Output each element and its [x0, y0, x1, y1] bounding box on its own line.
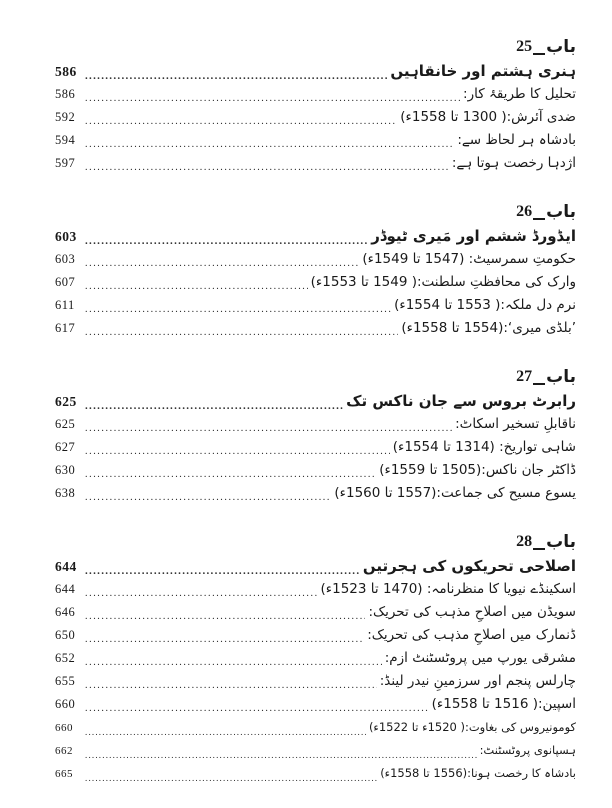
entry-title: کومونیروس کی بغاوت:( 1520ء تا 1522ء): [368, 720, 576, 734]
page-number: 594: [55, 133, 76, 147]
chapter-title-row: [55, 225, 576, 248]
toc-entry-row: [55, 624, 576, 647]
chapter-26-section: [55, 199, 576, 340]
toc-entry-row: [55, 601, 576, 624]
chapter-label: باب: [546, 37, 576, 57]
dot-leader: [85, 679, 377, 693]
chapter-number: 27: [516, 368, 533, 385]
dot-leader: [85, 138, 454, 152]
entry-title: حکومتِ سمرسیٹ: (1547 تا 1549ء): [362, 251, 576, 267]
page-number: 625: [55, 417, 76, 431]
chapter-heading: [55, 34, 576, 60]
entry-title: تحلیل کا طریقۂ کار:: [463, 86, 576, 102]
entry-title: شاہی تواریخ: (1314 تا 1554ء): [392, 439, 576, 455]
dot-leader: [85, 771, 377, 785]
toc-entry-row: [55, 129, 576, 152]
dot-leader: [85, 399, 343, 413]
chapter-title-row: [55, 60, 576, 83]
dot-leader: [85, 280, 308, 294]
toc-entry-row: [55, 459, 576, 482]
page-number: 665: [55, 767, 73, 780]
dot-leader: [85, 725, 366, 739]
page-number: 655: [55, 674, 76, 688]
entry-title: اژدہا رخصت ہوتا ہے:: [451, 155, 576, 171]
chapter-28-section: [55, 529, 576, 785]
toc-entry-row: [55, 578, 576, 601]
page-number: 597: [55, 156, 76, 170]
dot-leader: [85, 445, 390, 459]
dot-leader: [85, 422, 452, 436]
page-number: 586: [55, 63, 77, 79]
page-number: 644: [55, 582, 76, 596]
entry-title: ضدی آئرش:( 1300 تا 1558ء): [400, 109, 576, 125]
toc-entry-row: [55, 106, 576, 129]
dot-leader: [85, 326, 398, 340]
chapter-title: ہنری ہشتم اور خانقاہیں: [390, 62, 576, 80]
entry-title: مشرقی یورپ میں پروٹسٹنٹ ازم:: [384, 650, 576, 666]
dot-leader: [85, 610, 365, 624]
chapter-heading: [55, 199, 576, 225]
entry-title: بادشاہ ہر لحاظ سے:: [457, 132, 576, 148]
page-number: 625: [55, 393, 77, 409]
page-number: 650: [55, 628, 76, 642]
dot-leader: [85, 115, 397, 129]
chapter-title-row: [55, 555, 576, 578]
entry-title: ناقابلِ تسخیر اسکاٹ:: [455, 416, 576, 432]
toc-entry-row: [55, 436, 576, 459]
entry-title: بادشاہ کا رخصت ہونا:(1556 تا 1558ء): [380, 766, 576, 780]
toc-entry-row: [55, 647, 576, 670]
toc-entry-row: [55, 413, 576, 436]
chapter-heading: [55, 529, 576, 555]
toc-subentry-row: [55, 739, 576, 762]
chapter-title: رابرٹ بروس سے جان ناکس تک: [346, 392, 576, 410]
chapter-25-section: [55, 34, 576, 175]
toc-entry-row: [55, 482, 576, 505]
dot-leader: [85, 468, 376, 482]
page-number: 611: [55, 298, 75, 312]
chapter-label: باب: [546, 367, 576, 387]
dot-leader: [85, 161, 449, 175]
page-number: 638: [55, 486, 76, 500]
entry-title: وارک کی محافظتِ سلطنت:( 1549 تا 1553ء): [310, 274, 576, 290]
dot-leader: [85, 587, 318, 601]
entry-title: اسپین:( 1516 تا 1558ء): [431, 696, 576, 712]
chapter-underscore-connector: [533, 53, 545, 55]
chapter-label: باب: [546, 532, 576, 552]
page-number: 617: [55, 321, 76, 335]
toc-subentry-row: [55, 762, 576, 785]
dot-leader: [85, 257, 359, 271]
page-number: 660: [55, 697, 76, 711]
toc-entry-row: [55, 670, 576, 693]
entry-title: نرم دل ملکہ:( 1553 تا 1554ء): [394, 297, 576, 313]
toc-entry-row: [55, 317, 576, 340]
toc-entry-row: [55, 248, 576, 271]
page-number: 603: [55, 252, 76, 266]
chapter-title: ایڈورڈ ششم اور مَیری ٹیوڈر: [371, 227, 576, 245]
dot-leader: [85, 69, 387, 83]
chapter-label: باب: [546, 202, 576, 222]
entry-title: سویڈن میں اصلاحِ مذہب کی تحریک:: [368, 604, 576, 620]
page-number: 603: [55, 228, 77, 244]
toc-entry-row: [55, 693, 576, 716]
chapter-underscore-connector: [533, 383, 545, 385]
page-number: 627: [55, 440, 76, 454]
dot-leader: [85, 491, 331, 505]
chapter-heading: [55, 364, 576, 390]
page-number: 662: [55, 744, 73, 757]
page-number: 586: [55, 87, 76, 101]
entry-title: ڈاکٹر جان ناکس:(1505 تا 1559ء): [379, 462, 576, 478]
dot-leader: [85, 702, 429, 716]
dot-leader: [85, 92, 460, 106]
chapter-title: اصلاحی تحریکوں کی ہجرتیں: [362, 557, 576, 575]
chapter-underscore-connector: [533, 548, 545, 550]
entry-title: اسکینڈے نیویا کا منظرنامہ: (1470 تا 1523ء): [320, 581, 576, 597]
toc-entry-row: [55, 83, 576, 106]
page-number: 607: [55, 275, 76, 289]
dot-leader: [85, 303, 391, 317]
entry-title: ہسپانوی پروٹسٹنٹ:: [479, 743, 576, 757]
chapter-number: 26: [516, 203, 533, 220]
page-number: 652: [55, 651, 76, 665]
entry-title: ’بلڈی میری‘:(1554 تا 1558ء): [401, 320, 576, 336]
page-number: 644: [55, 558, 77, 574]
chapter-underscore-connector: [533, 218, 545, 220]
toc-entry-row: [55, 271, 576, 294]
dot-leader: [85, 234, 368, 248]
dot-leader: [85, 748, 477, 762]
chapter-title-row: [55, 390, 576, 413]
page-number: 660: [55, 721, 73, 734]
entry-title: یسوع مسیح کی جماعت:(1557 تا 1560ء): [334, 485, 576, 501]
toc-entry-row: [55, 294, 576, 317]
entry-title: ڈنمارک میں اصلاحِ مذہب کی تحریک:: [367, 627, 576, 643]
toc-entry-row: [55, 152, 576, 175]
chapter-27-section: [55, 364, 576, 505]
chapter-number: 28: [516, 533, 533, 550]
toc-subentry-row: [55, 716, 576, 739]
page-number: 592: [55, 110, 76, 124]
entry-title: چارلس پنجم اور سرزمینِ نیدر لینڈ:: [379, 673, 576, 689]
dot-leader: [85, 656, 382, 670]
dot-leader: [85, 633, 364, 647]
page-number: 630: [55, 463, 76, 477]
chapter-number: 25: [516, 38, 533, 55]
page-number: 646: [55, 605, 76, 619]
dot-leader: [85, 564, 360, 578]
